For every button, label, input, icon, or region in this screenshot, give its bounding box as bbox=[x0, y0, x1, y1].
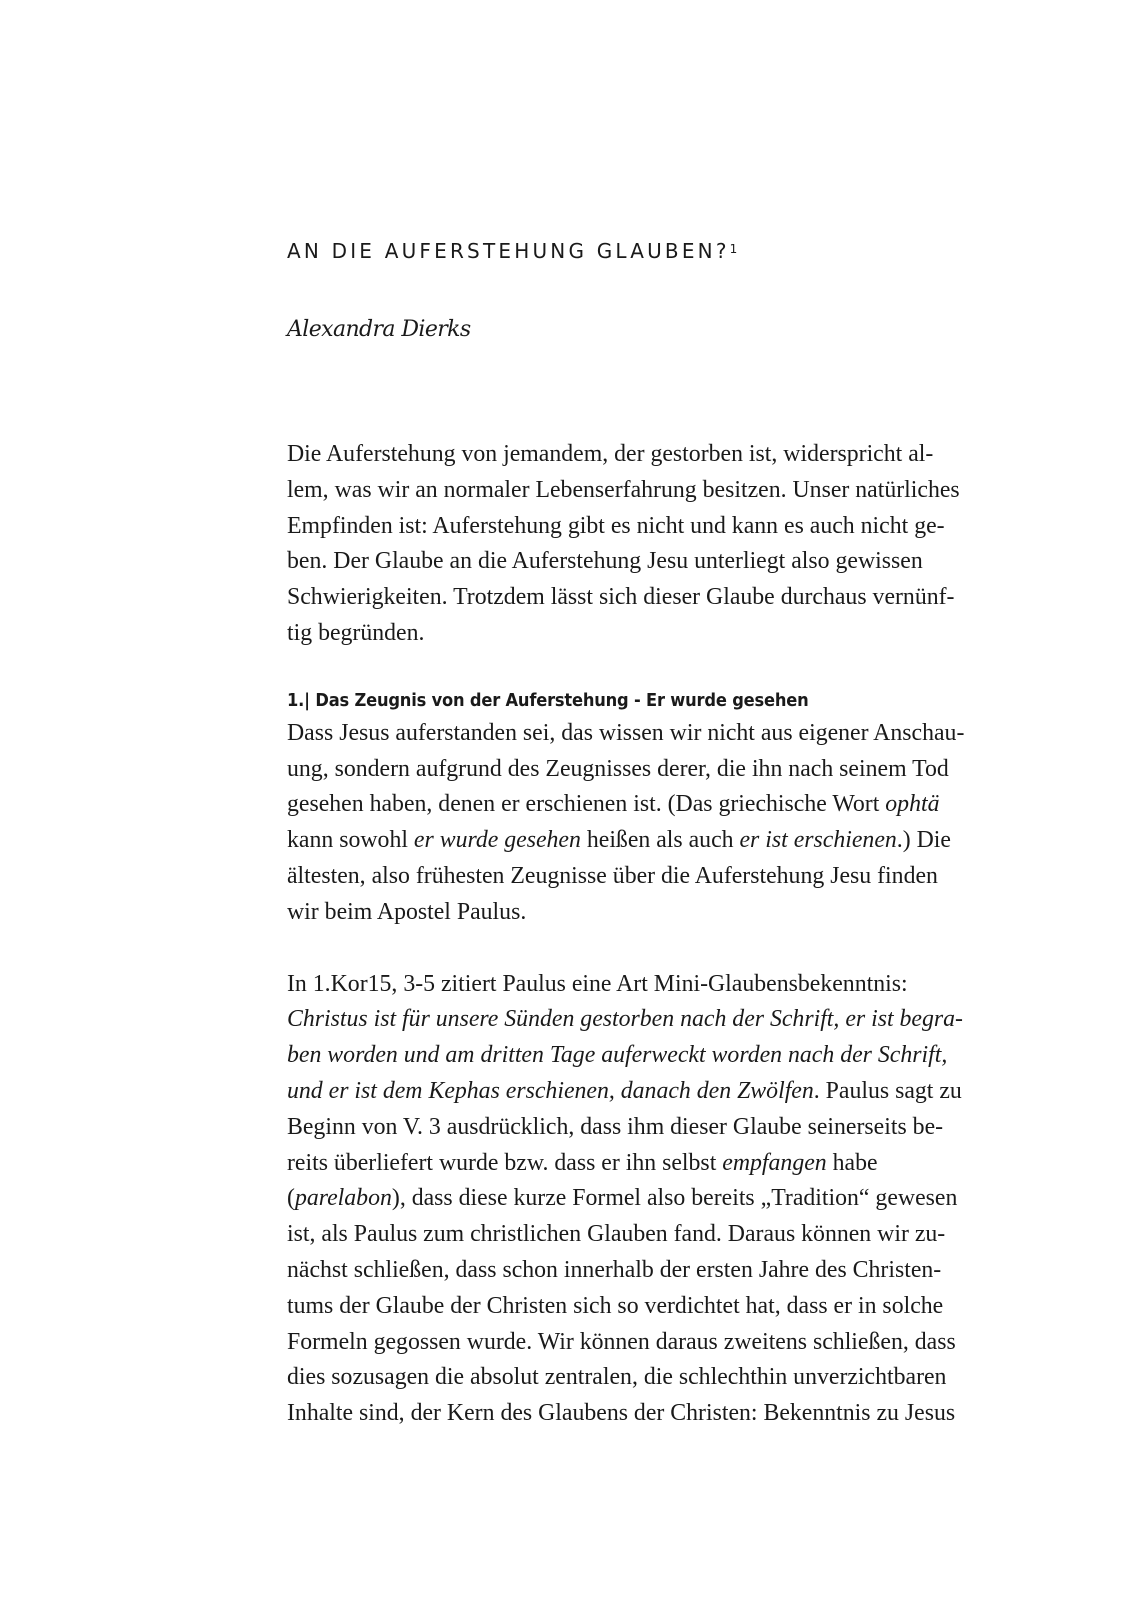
text-run: heißen als auch bbox=[580, 827, 740, 854]
emphasis-text: empfangen bbox=[722, 1149, 827, 1176]
text-run: . Paulus sagt zu bbox=[813, 1077, 962, 1104]
text-line bbox=[287, 1002, 1007, 1038]
text-line: Empfinden ist: Auferstehung gibt es nicht und kann es auch nicht ge- bbox=[287, 512, 945, 539]
footnote-ref: 1 bbox=[729, 242, 738, 256]
text-line: tig begründen. bbox=[287, 619, 425, 646]
text-line: Inhalte sind, der Kern des Glaubens der Christen: Bekenntnis zu Jesus bbox=[287, 1400, 956, 1427]
text-line bbox=[287, 787, 1007, 823]
text-line bbox=[287, 1074, 1007, 1110]
text-run: gesehen haben, denen er erschienen ist. (Das griechische Wort bbox=[287, 791, 886, 818]
text-line: In 1.Kor15, 3-5 zitiert Paulus eine Art Mini-Glaubensbekenntnis: bbox=[287, 970, 908, 997]
text-line: ist, als Paulus zum christlichen Glauben fand. Daraus können wir zu- bbox=[287, 1221, 946, 1248]
text-run: habe bbox=[826, 1149, 878, 1176]
text-run: kann sowohl bbox=[287, 827, 414, 854]
text-line: wir beim Apostel Paulus. bbox=[287, 898, 527, 925]
text-run: ( bbox=[287, 1185, 295, 1212]
text-line: ältesten, also frühesten Zeugnisse über die Auferstehung Jesu finden bbox=[287, 862, 938, 889]
article-body bbox=[287, 437, 1007, 1432]
section-paragraph-2 bbox=[287, 967, 1007, 1432]
text-line: Dass Jesus auferstanden sei, das wissen wir nicht aus eigener Anschau- bbox=[287, 719, 965, 746]
text-run: .) Die bbox=[896, 827, 951, 854]
text-line: Schwierigkeiten. Trotzdem lässt sich dieser Glaube durchaus vernünf- bbox=[287, 584, 955, 611]
text-line bbox=[287, 1038, 1007, 1074]
emphasis-text: er wurde gesehen bbox=[413, 827, 581, 854]
quote-text: und er ist dem Kephas erschienen, danach den Zwölfen bbox=[287, 1077, 814, 1104]
paragraph-spacer bbox=[287, 931, 1007, 967]
emphasis-text: er ist erschienen bbox=[739, 827, 897, 854]
section-heading: 1.| Das Zeugnis von der Auferstehung - Er wurde gesehen bbox=[287, 690, 809, 711]
title-text: AN DIE AUFERSTEHUNG GLAUBEN? bbox=[287, 239, 730, 263]
section-paragraph-1 bbox=[287, 716, 1007, 931]
text-line bbox=[287, 1181, 1007, 1217]
text-line: ben. Der Glaube an die Auferstehung Jesu unterliegt also gewissen bbox=[287, 548, 923, 575]
text-line: tums der Glaube der Christen sich so verdichtet hat, dass er in solche bbox=[287, 1292, 944, 1319]
text-line: Beginn von V. 3 ausdrücklich, dass ihm dieser Glaube seinerseits be- bbox=[287, 1113, 944, 1140]
text-line: Die Auferstehung von jemandem, der gestorben ist, widerspricht al- bbox=[287, 441, 934, 467]
text-run: ), dass diese kurze Formel also bereits „Tradition“ gewesen bbox=[391, 1185, 958, 1212]
text-line bbox=[287, 1146, 1007, 1182]
text-run: reits überliefert wurde bzw. dass er ihn selbst bbox=[287, 1149, 723, 1176]
text-line: nächst schließen, dass schon innerhalb der ersten Jahre des Christen- bbox=[287, 1256, 942, 1283]
quote-text: Christus ist für unsere Sünden gestorben nach der Schrift, er ist begra- bbox=[287, 1006, 963, 1033]
emphasis-text: parelabon bbox=[294, 1185, 392, 1212]
text-line: ung, sondern aufgrund des Zeugnisses derer, die ihn nach seinem Tod bbox=[287, 755, 949, 782]
text-line: dies sozusagen die absolut zentralen, die schlechthin unverzichtbaren bbox=[287, 1364, 947, 1391]
intro-paragraph bbox=[287, 437, 1007, 652]
page-title bbox=[287, 239, 737, 263]
text-line: lem, was wir an normaler Lebenserfahrung besitzen. Unser natürliches bbox=[287, 476, 960, 503]
author-name: Alexandra Dierks bbox=[287, 317, 471, 342]
emphasis-text: ophtä bbox=[885, 791, 940, 818]
text-line bbox=[287, 823, 1007, 859]
text-line: Formeln gegossen wurde. Wir können daraus zweitens schließen, dass bbox=[287, 1328, 956, 1355]
quote-text: ben worden und am dritten Tage auferweckt worden nach der Schrift, bbox=[287, 1042, 948, 1069]
paragraph-spacer bbox=[287, 652, 1007, 686]
